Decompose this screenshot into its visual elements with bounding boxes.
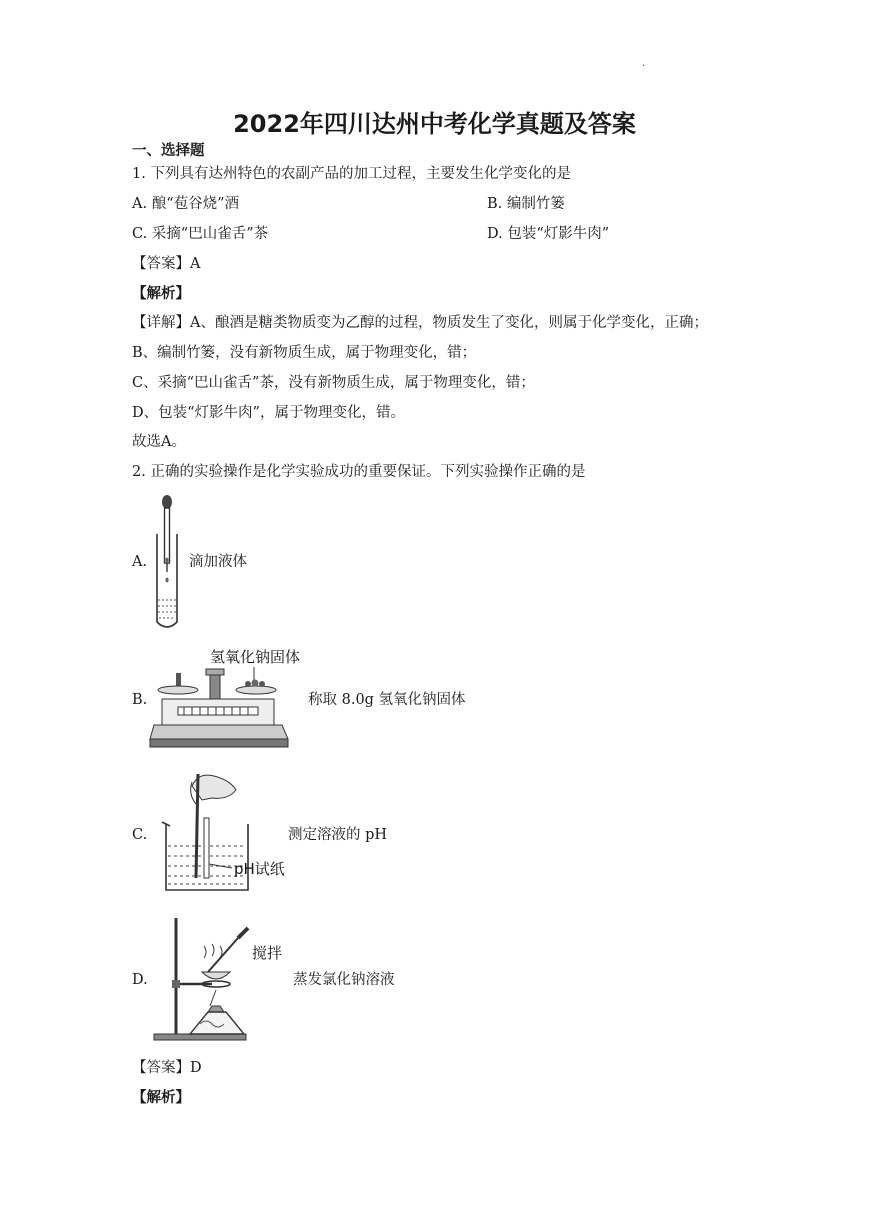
q1-option-d: D. 包装“灯影牛肉” — [487, 226, 610, 242]
q1-detail-line: 【详解】A、酿酒是糖类物质变为乙醇的过程，物质发生了变化，则属于化学变化，正确； — [132, 315, 708, 331]
q1-option-c: C. 采摘“巴山雀舌”茶 — [132, 226, 269, 242]
question-1-stem: 1. 下列具有达州特色的农副产品的加工过程，主要发生化学变化的是 — [132, 166, 571, 182]
q2-option-a-caption: 滴加液体 — [189, 554, 247, 570]
q1-option-b: B. 编制竹篓 — [487, 196, 565, 212]
q1-option-a: A. 酿“苞谷烧”酒 — [132, 196, 240, 212]
q1-detail-line: C、采摘“巴山雀舌”茶，没有新物质生成，属于物理变化，错； — [132, 375, 535, 391]
balance-figure-label: 氢氧化钠固体 — [210, 648, 301, 666]
q1-answer: 【答案】A — [132, 256, 201, 272]
page-title: 2022年四川达州中考化学真题及答案 — [233, 110, 636, 138]
q2-option-b-letter: B. — [132, 692, 148, 708]
q2-option-d-letter: D. — [132, 972, 148, 988]
q2-option-c-letter: C. — [132, 827, 148, 843]
balance-figure — [150, 643, 301, 755]
question-2-stem: 2. 正确的实验操作是化学实验成功的重要保证。下列实验操作正确的是 — [132, 464, 586, 480]
q2-option-a-letter: A. — [132, 554, 148, 570]
evaporation-figure-label: 搅拌 — [252, 944, 283, 962]
q1-detail-line: D、包装“灯影牛肉”，属于物理变化，错。 — [132, 405, 405, 421]
ph-test-figure-label: pH试纸 — [234, 860, 285, 878]
section-heading: 一、选择题 — [132, 143, 205, 159]
q2-option-b-caption: 称取 8.0g 氢氧化钠固体 — [308, 692, 466, 708]
q1-detail-line: 故选A。 — [132, 434, 186, 450]
ph-test-figure — [158, 768, 288, 896]
q2-answer: 【答案】D — [132, 1060, 202, 1076]
evaporation-figure — [154, 914, 290, 1046]
q2-option-d-caption: 蒸发氯化钠溶液 — [293, 972, 395, 988]
q1-analysis-label: 【解析】 — [132, 286, 190, 302]
q2-option-c-caption: 测定溶液的 pH — [288, 827, 388, 843]
q1-detail-line: B、编制竹篓，没有新物质生成，属于物理变化，错； — [132, 345, 477, 361]
dropper-figure — [148, 494, 194, 634]
header-mark: . — [642, 58, 646, 69]
q2-analysis-label: 【解析】 — [132, 1090, 190, 1106]
